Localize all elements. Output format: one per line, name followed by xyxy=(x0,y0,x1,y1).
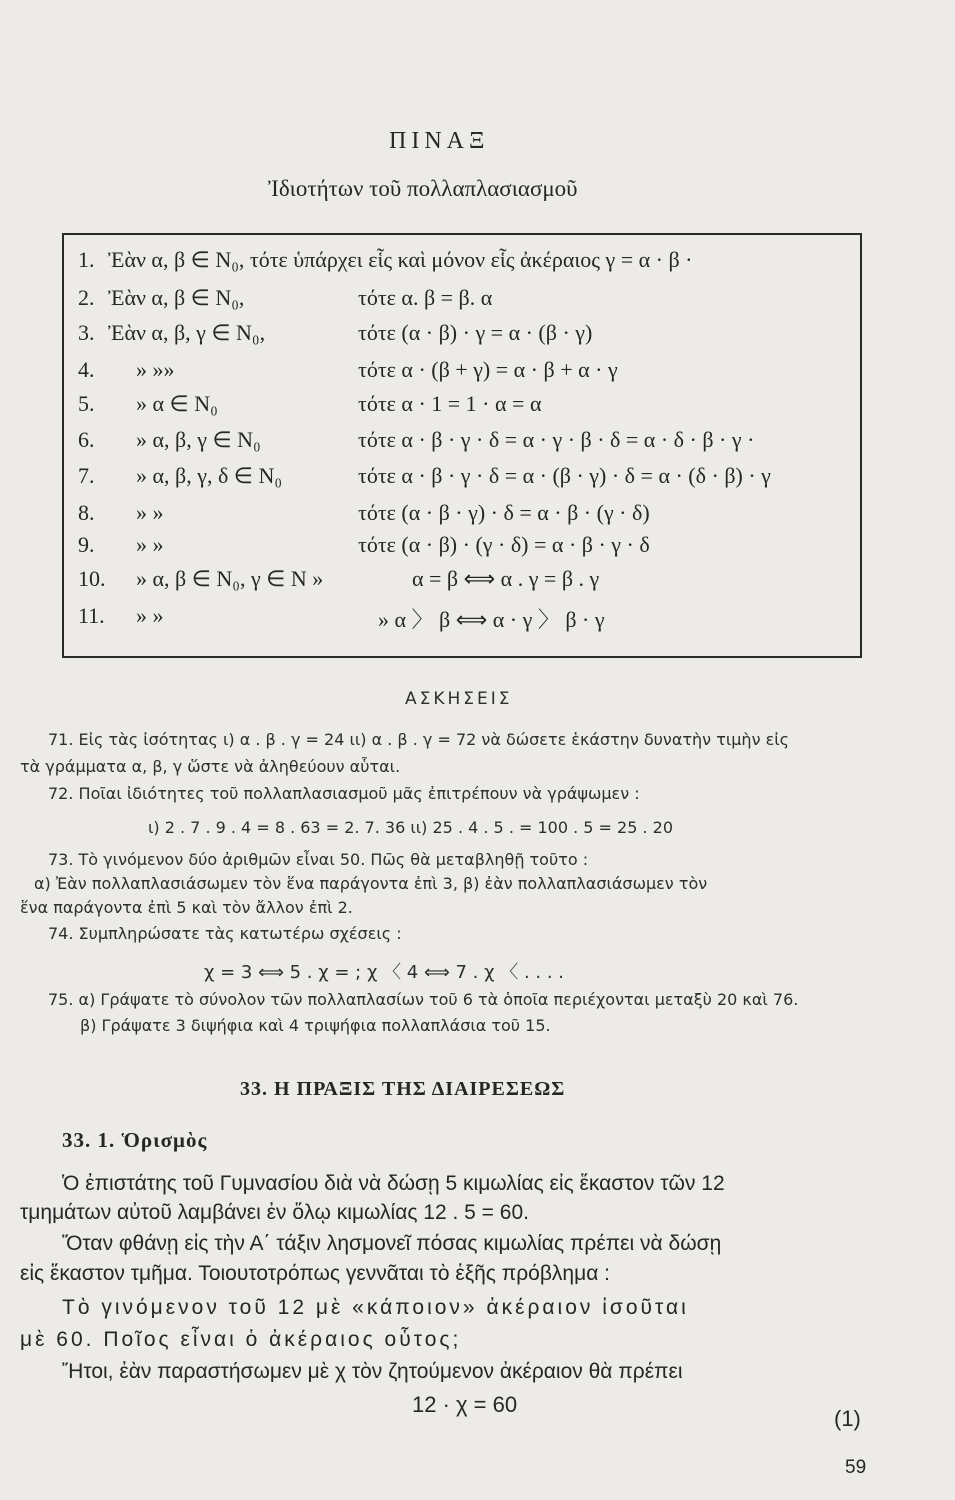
section-subheading: 33. 1. Ὁρισμὸς xyxy=(62,1128,208,1152)
section-line: μὲ 60. Ποῖος εἶναι ὁ ἀκέραιος οὗτος; xyxy=(20,1328,462,1351)
section-line: τμημάτων αὐτοῦ λαμβάνει ἐν ὅλῳ κιμωλίας 12 . 5 = 60. xyxy=(20,1201,529,1224)
property-condition: » α, β, γ, δ ∈ N₀ xyxy=(136,463,283,488)
page-number: 59 xyxy=(845,1457,867,1478)
equation: 12 · χ = 60 xyxy=(412,1392,518,1417)
section-line: Ὅταν φθάνῃ εἰς τὴν Α΄ τάξιν λησμονεῖ πόσας κιμωλίας πρέπει νὰ δώσῃ xyxy=(62,1232,722,1255)
property-result: τότε α · β · γ · δ = α · γ · β · δ = α · δ · β · γ · xyxy=(358,427,755,452)
section-line: Ἤτοι, ἐὰν παραστήσωμεν μὲ χ τὸν ζητούμενον ἀκέραιον θὰ πρέπει xyxy=(62,1360,683,1383)
property-result: τότε α · 1 = 1 · α = α xyxy=(358,391,542,416)
property-condition: » » xyxy=(136,532,164,557)
property-result: τότε (α · β · γ) · δ = α · β · (γ · δ) xyxy=(358,500,650,525)
property-condition: » » xyxy=(136,603,164,628)
section-heading: 33. Η ΠΡΑΞΙΣ ΤΗΣ ΔΙΑΙΡΕΣΕΩΣ xyxy=(240,1078,566,1100)
exercise-line: ι) 2 . 7 . 9 . 4 = 8 . 63 = 2. 7. 36 ιι) 25 . 4 . 5 . = 100 . 5 = 25 . 20 xyxy=(148,818,674,837)
property-condition: » » xyxy=(136,500,164,525)
property-result: τότε (α · β) · (γ · δ) = α · β · γ · δ xyxy=(358,532,650,557)
exercise-line: 72. Ποῖαι ἰδιότητες τοῦ πολλαπλασιασμοῦ μᾶς ἐπιτρέπουν νὰ γράψωμεν : xyxy=(48,784,640,803)
exercise-line: 73. Τὸ γινόμενον δύο ἀριθμῶν εἶναι 50. Πῶς θὰ μεταβληθῇ τοῦτο : xyxy=(48,850,589,869)
properties-table xyxy=(62,233,862,658)
property-condition: Ἐὰν α, β ∈ N₀, xyxy=(108,285,245,310)
property-number: 1. xyxy=(78,247,95,272)
property-number: 5. xyxy=(78,391,95,416)
property-condition: » »» xyxy=(136,357,175,382)
table-subtitle: Ἰδιοτήτων τοῦ πολλαπλασιασμοῦ xyxy=(268,176,578,201)
property-number: 7. xyxy=(78,463,95,488)
property-condition: Ἐὰν α, β ∈ N₀, τότε ὑπάρχει εἷς καὶ μόνον εἷς ἀκέραιος γ = α · β · xyxy=(108,247,693,272)
table-title: ΠΙΝΑΞ xyxy=(389,128,490,154)
property-condition: » α, β ∈ N₀, γ ∈ N » xyxy=(136,566,324,591)
property-number: 2. xyxy=(78,285,95,310)
property-condition: » α, β, γ ∈ N₀ xyxy=(136,427,261,452)
section-line: Τὸ γινόμενον τοῦ 12 μὲ «κάποιον» ἀκέραιον ἰσοῦται xyxy=(62,1296,689,1319)
property-number: 4. xyxy=(78,357,95,382)
exercise-line: τὰ γράμματα α, β, γ ὥστε νὰ ἀληθεύουν αὗται. xyxy=(20,757,401,776)
property-number: 10. xyxy=(78,566,106,591)
property-condition: » α ∈ N₀ xyxy=(136,391,218,416)
property-number: 9. xyxy=(78,532,95,557)
section-line: εἰς ἕκαστον τμῆμα. Τοιουτοτρόπως γεννᾶται τὸ ἑξῆς πρόβλημα : xyxy=(20,1262,611,1285)
exercise-line: χ = 3 ⟺ 5 . χ = ; χ 〈 4 ⟺ 7 . χ 〈 . . . . xyxy=(204,962,564,983)
property-result: τότε (α · β) · γ = α · (β · γ) xyxy=(358,320,593,345)
property-number: 11. xyxy=(78,603,105,628)
exercises-heading: ΑΣΚΗΣΕΙΣ xyxy=(405,689,513,709)
section-line: Ὁ ἐπιστάτης τοῦ Γυμνασίου διὰ νὰ δώσῃ 5 κιμωλίας εἰς ἕκαστον τῶν 12 xyxy=(62,1172,725,1195)
property-number: 8. xyxy=(78,500,95,525)
equation-number: (1) xyxy=(834,1406,861,1431)
exercise-line: β) Γράψατε 3 διψήφια καὶ 4 τριψήφια πολλαπλάσια τοῦ 15. xyxy=(80,1016,551,1035)
exercise-line: 75. α) Γράψατε τὸ σύνολον τῶν πολλαπλασίων τοῦ 6 τὰ ὁποῖα περιέχονται μεταξὺ 20 καὶ 76. xyxy=(48,990,799,1009)
property-number: 6. xyxy=(78,427,95,452)
property-condition: Ἐὰν α, β, γ ∈ N₀, xyxy=(108,320,266,345)
property-result: » α 〉 β ⟺ α · γ 〉 β · γ xyxy=(378,607,605,632)
property-number: 3. xyxy=(78,320,95,345)
exercise-line: 74. Συμπληρώσατε τὰς κατωτέρω σχέσεις : xyxy=(48,924,402,943)
exercise-line: 71. Εἰς τὰς ἰσότητας ι) α . β . γ = 24 ιι) α . β . γ = 72 νὰ δώσετε ἑκάστην δυνατὴν τιμὴν εἰς xyxy=(48,730,790,749)
exercise-line: ἕνα παράγοντα ἐπὶ 5 καὶ τὸν ἄλλον ἐπὶ 2. xyxy=(20,898,353,917)
property-result: τότε α. β = β. α xyxy=(358,285,493,310)
exercise-line: α) Ἐὰν πολλαπλασιάσωμεν τὸν ἕνα παράγοντα ἐπὶ 3, β) ἐὰν πολλαπλασιάσωμεν τὸν xyxy=(34,874,708,893)
property-result: τότε α · β · γ · δ = α · (β · γ) · δ = α · (δ · β) · γ xyxy=(358,463,771,488)
property-result: τότε α · (β + γ) = α · β + α · γ xyxy=(358,357,618,382)
property-result: α = β ⟺ α . γ = β . γ xyxy=(412,566,600,591)
